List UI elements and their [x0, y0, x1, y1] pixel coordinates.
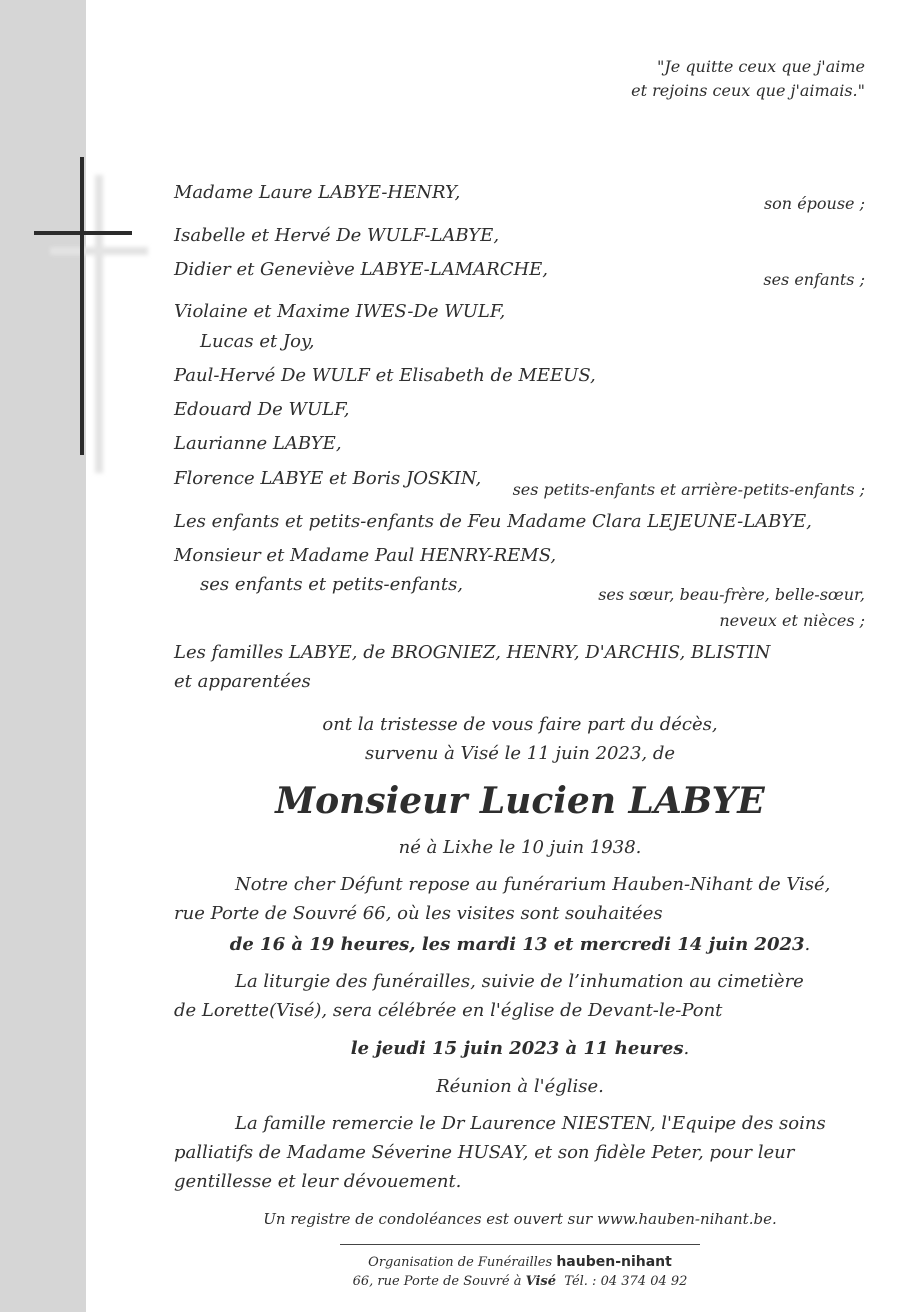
- footer-org-label: Organisation de Funérailles: [368, 1255, 553, 1270]
- families-line-2: et apparentées: [174, 671, 311, 692]
- grandchild-3: Edouard De WULF,: [174, 399, 350, 420]
- birth-info: né à Lixhe le 10 juin 1938.: [398, 837, 642, 858]
- footer-address: [300, 1274, 740, 1290]
- announcement-line-2: survenu à Visé le 11 juin 2023, de: [364, 743, 676, 764]
- sibling-role-1: ses sœur, beau-frère, belle-sœur,: [598, 585, 865, 604]
- cross-shadow-horizontal: [50, 247, 148, 255]
- footer-brand-logo: hauben-nihant: [556, 1254, 672, 1270]
- footer-divider: [340, 1244, 700, 1245]
- sibling-2-kids: ses enfants et petits-enfants,: [200, 574, 464, 595]
- funeral-time-text: le jeudi 15 juin 2023 à 11 heures: [350, 1038, 684, 1059]
- thanks-line-3: gentillesse et leur dévouement.: [174, 1171, 462, 1192]
- visiting-hours-period: .: [804, 934, 811, 955]
- thanks-line-2: palliatifs de Madame Séverine HUSAY, et son fidèle Peter, pour leur: [174, 1142, 795, 1163]
- child-2: Didier et Geneviève LABYE-LAMARCHE,: [174, 259, 549, 280]
- details-p1-line-1: Notre cher Défunt repose au funérarium Hauben-Nihant de Visé,: [235, 874, 831, 895]
- details-p2-line-1: La liturgie des funérailles, suivie de l’inhumation au cimetière: [235, 971, 804, 992]
- footer-address-text: 66, rue Porte de Souvré à: [352, 1274, 522, 1289]
- visiting-hours-text: de 16 à 19 heures, les mardi 13 et mercredi 14 juin 2023: [229, 934, 805, 955]
- cross-icon-horizontal: [34, 231, 132, 235]
- thanks-line-1: La famille remercie le Dr Laurence NIESTEN, l'Equipe des soins: [235, 1113, 826, 1134]
- spouse-role: son épouse ;: [763, 194, 865, 213]
- grandchildren-role: ses petits-enfants et arrière-petits-enfants ;: [512, 480, 865, 499]
- funeral-time: [174, 1038, 866, 1060]
- children-role: ses enfants ;: [763, 270, 865, 289]
- footer-phone: Tél. : 04 374 04 92: [564, 1274, 688, 1289]
- quote-line-2: et rejoins ceux que j'aimais.": [631, 81, 865, 100]
- meeting-info: Réunion à l'église.: [436, 1076, 604, 1097]
- footer-city: Visé: [525, 1274, 557, 1289]
- grandchild-1-kids: Lucas et Joy,: [200, 331, 315, 352]
- grandchild-5: Florence LABYE et Boris JOSKIN,: [174, 468, 482, 489]
- registry-notice: Un registre de condoléances est ouvert sur www.hauben-nihant.be.: [263, 1210, 777, 1228]
- deceased-name: Monsieur Lucien LABYE: [275, 780, 765, 822]
- details-p2-line-2: de Lorette(Visé), sera célébrée en l'église de Devant-le-Pont: [174, 1000, 723, 1021]
- visiting-hours: [174, 934, 866, 956]
- sibling-role-2: neveux et nièces ;: [719, 611, 865, 630]
- funeral-time-period: .: [683, 1038, 690, 1059]
- grandchild-4: Laurianne LABYE,: [174, 433, 342, 454]
- families-line-1: Les familles LABYE, de BROGNIEZ, HENRY, D'ARCHIS, BLISTIN: [174, 642, 771, 663]
- details-p1-line-2: rue Porte de Souvré 66, où les visites sont souhaitées: [174, 903, 663, 924]
- announcement-line-1: ont la tristesse de vous faire part du décès,: [322, 714, 718, 735]
- cross-shadow-vertical: [95, 175, 103, 473]
- sibling-1: Les enfants et petits-enfants de Feu Madame Clara LEJEUNE-LABYE,: [174, 511, 812, 532]
- child-1: Isabelle et Hervé De WULF-LABYE,: [174, 225, 500, 246]
- quote-line-1: "Je quitte ceux que j'aime: [656, 57, 865, 76]
- sibling-2: Monsieur et Madame Paul HENRY-REMS,: [174, 545, 557, 566]
- grandchild-1: Violaine et Maxime IWES-De WULF,: [174, 301, 506, 322]
- grandchild-2: Paul-Hervé De WULF et Elisabeth de MEEUS,: [174, 365, 596, 386]
- footer-org: [300, 1254, 740, 1271]
- spouse-name: Madame Laure LABYE-HENRY,: [174, 182, 461, 203]
- cross-icon-vertical: [80, 157, 84, 455]
- sidebar-band: [0, 0, 86, 1312]
